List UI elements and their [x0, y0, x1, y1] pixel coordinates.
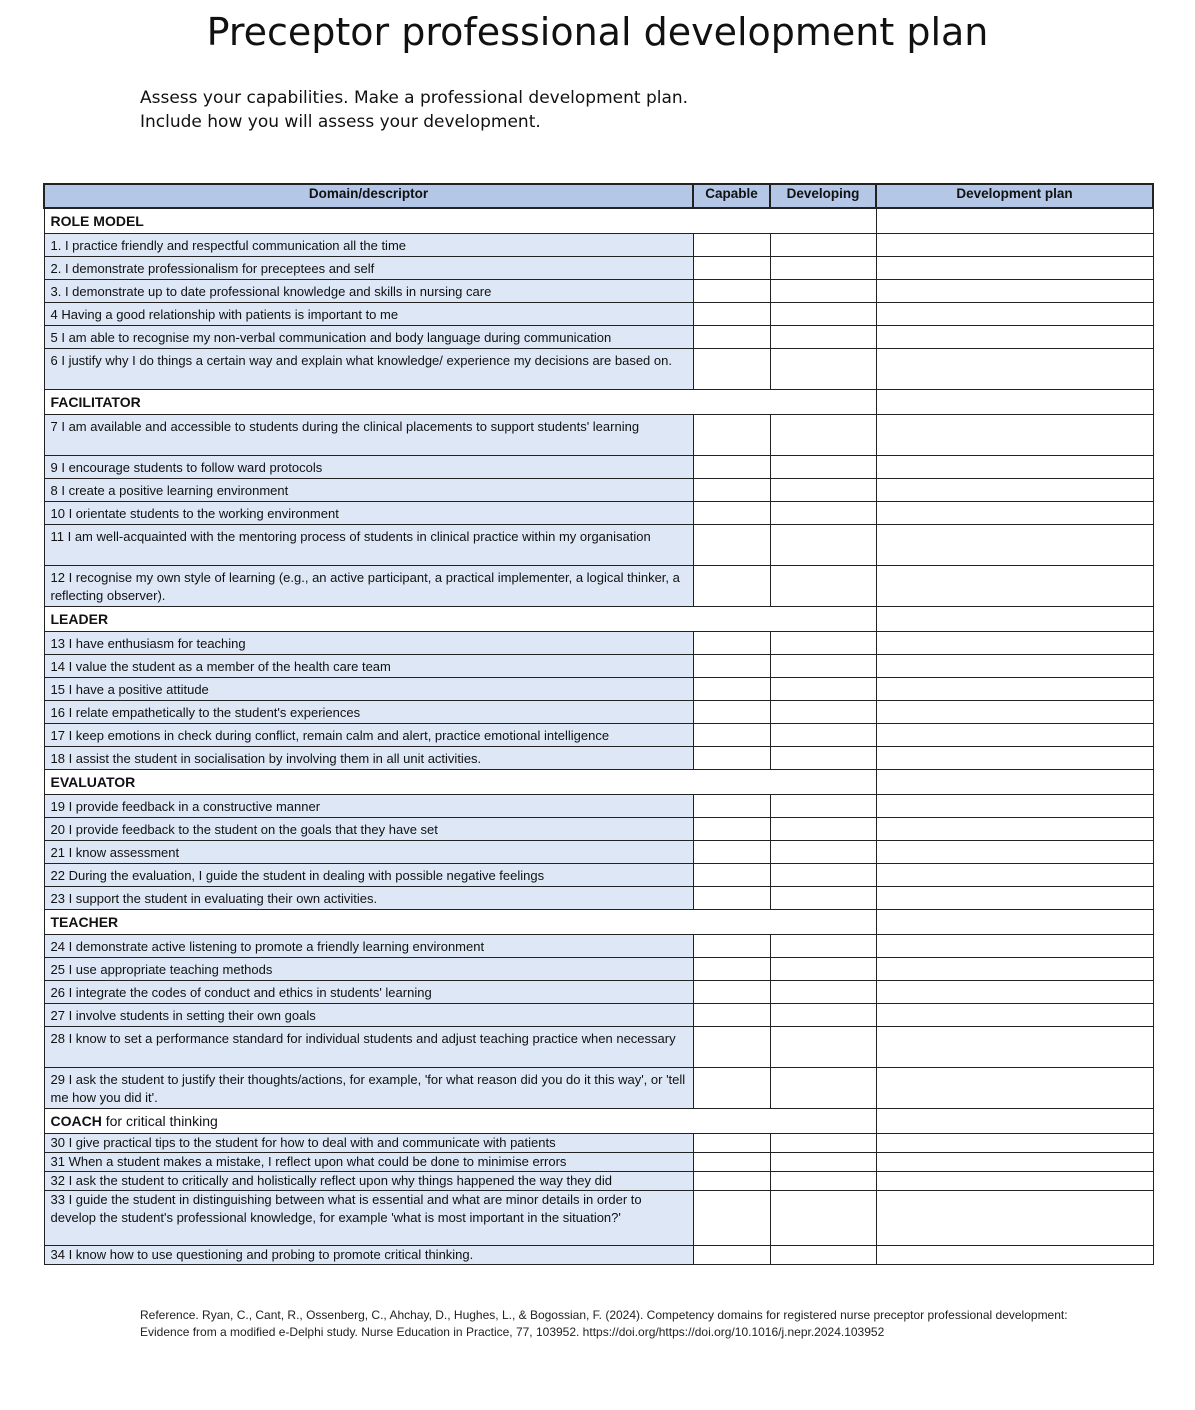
developing-cell[interactable] [770, 502, 876, 525]
section-row [44, 910, 1153, 935]
developing-cell[interactable] [770, 747, 876, 770]
header-capable: Capable [693, 184, 770, 208]
capable-cell[interactable] [693, 655, 770, 678]
table-row [44, 841, 1153, 864]
developing-cell[interactable] [770, 1246, 876, 1265]
descriptor-cell: 2. I demonstrate professionalism for preceptees and self [44, 257, 693, 280]
section-plan-cell [876, 607, 1153, 632]
development-plan-cell[interactable] [876, 1134, 1153, 1153]
capable-cell[interactable] [693, 415, 770, 456]
capable-cell[interactable] [693, 1027, 770, 1068]
descriptor-cell: 27 I involve students in setting their own goals [44, 1004, 693, 1027]
table-header-row [44, 184, 1153, 208]
section-heading [44, 390, 876, 415]
developing-cell[interactable] [770, 1172, 876, 1191]
descriptor-cell: 15 I have a positive attitude [44, 678, 693, 701]
capable-cell[interactable] [693, 632, 770, 655]
developing-cell[interactable] [770, 1068, 876, 1109]
table-row [44, 566, 1153, 607]
capable-cell[interactable] [693, 841, 770, 864]
capable-cell[interactable] [693, 303, 770, 326]
table-row [44, 415, 1153, 456]
developing-cell[interactable] [770, 935, 876, 958]
table-row [44, 678, 1153, 701]
developing-cell[interactable] [770, 795, 876, 818]
development-plan-cell[interactable] [876, 1246, 1153, 1265]
instructions [140, 86, 688, 134]
development-plan-cell[interactable] [876, 1153, 1153, 1172]
capable-cell[interactable] [693, 795, 770, 818]
table-row [44, 632, 1153, 655]
developing-cell[interactable] [770, 1004, 876, 1027]
table-row [44, 326, 1153, 349]
development-plan-cell[interactable] [876, 655, 1153, 678]
table-row [44, 456, 1153, 479]
table-row [44, 234, 1153, 257]
section-heading [44, 1109, 876, 1134]
descriptor-cell: 31 When a student makes a mistake, I reflect upon what could be done to minimise errors [44, 1153, 693, 1172]
development-plan-cell[interactable] [876, 747, 1153, 770]
capable-cell[interactable] [693, 566, 770, 607]
table-row [44, 1068, 1153, 1109]
instructions-line-1: Assess your capabilities. Make a professional development plan. [140, 88, 689, 108]
table-row [44, 257, 1153, 280]
section-heading [44, 208, 876, 234]
capable-cell[interactable] [693, 724, 770, 747]
section-plan-cell [876, 208, 1153, 234]
capable-cell[interactable] [693, 234, 770, 257]
descriptor-cell: 24 I demonstrate active listening to promote a friendly learning environment [44, 935, 693, 958]
descriptor-cell: 19 I provide feedback in a constructive manner [44, 795, 693, 818]
developing-cell[interactable] [770, 1134, 876, 1153]
descriptor-cell: 30 I give practical tips to the student for how to deal with and communicate with patients [44, 1134, 693, 1153]
section-row [44, 770, 1153, 795]
capable-cell[interactable] [693, 1153, 770, 1172]
development-plan-cell[interactable] [876, 257, 1153, 280]
development-plan-cell[interactable] [876, 864, 1153, 887]
development-plan-cell[interactable] [876, 234, 1153, 257]
table-row [44, 1172, 1153, 1191]
section-row [44, 1109, 1153, 1134]
descriptor-cell: 16 I relate empathetically to the student's experiences [44, 701, 693, 724]
descriptor-cell: 1. I practice friendly and respectful communication all the time [44, 234, 693, 257]
descriptor-cell: 25 I use appropriate teaching methods [44, 958, 693, 981]
developing-cell[interactable] [770, 841, 876, 864]
development-plan-cell[interactable] [876, 818, 1153, 841]
section-plan-cell [876, 1109, 1153, 1134]
development-plan-cell[interactable] [876, 1068, 1153, 1109]
capable-cell[interactable] [693, 678, 770, 701]
table-row [44, 1027, 1153, 1068]
capable-cell[interactable] [693, 818, 770, 841]
developing-cell[interactable] [770, 479, 876, 502]
capable-cell[interactable] [693, 257, 770, 280]
header-domain-descriptor: Domain/descriptor [44, 184, 693, 208]
page-title: Preceptor professional development plan [206, 10, 989, 54]
section-name: LEADER [50, 611, 109, 627]
capable-cell[interactable] [693, 1134, 770, 1153]
development-plan-cell[interactable] [876, 795, 1153, 818]
table-row [44, 303, 1153, 326]
developing-cell[interactable] [770, 632, 876, 655]
section-heading [44, 910, 876, 935]
developing-cell[interactable] [770, 958, 876, 981]
capable-cell[interactable] [693, 747, 770, 770]
capable-cell[interactable] [693, 1004, 770, 1027]
descriptor-cell: 6 I justify why I do things a certain way and explain what knowledge/ experience my decisions are based on. [44, 349, 693, 390]
descriptor-cell: 34 I know how to use questioning and probing to promote critical thinking. [44, 1246, 693, 1265]
developing-cell[interactable] [770, 525, 876, 566]
developing-cell[interactable] [770, 566, 876, 607]
table-row [44, 502, 1153, 525]
developing-cell[interactable] [770, 887, 876, 910]
development-plan-table [43, 183, 1154, 1265]
developing-cell[interactable] [770, 724, 876, 747]
descriptor-cell: 18 I assist the student in socialisation by involving them in all unit activities. [44, 747, 693, 770]
section-name: FACILITATOR [50, 394, 141, 410]
table-row [44, 981, 1153, 1004]
developing-cell[interactable] [770, 655, 876, 678]
capable-cell[interactable] [693, 349, 770, 390]
descriptor-cell: 14 I value the student as a member of the health care team [44, 655, 693, 678]
capable-cell[interactable] [693, 958, 770, 981]
table-row [44, 1134, 1153, 1153]
developing-cell[interactable] [770, 981, 876, 1004]
header-developing: Developing [770, 184, 876, 208]
developing-cell[interactable] [770, 303, 876, 326]
development-plan-cell[interactable] [876, 981, 1153, 1004]
section-heading [44, 770, 876, 795]
descriptor-cell: 11 I am well-acquainted with the mentoring process of students in clinical practice within my organisation [44, 525, 693, 566]
table-row [44, 724, 1153, 747]
descriptor-cell: 5 I am able to recognise my non-verbal communication and body language during communication [44, 326, 693, 349]
capable-cell[interactable] [693, 326, 770, 349]
section-name: ROLE MODEL [50, 213, 144, 229]
descriptor-cell: 32 I ask the student to critically and holistically reflect upon why things happened the way they did [44, 1172, 693, 1191]
reference-citation: Reference. Ryan, C., Cant, R., Ossenberg, C., Ahchay, D., Hughes, L., & Bogossian, F. (2024). Competency domains for registered nurse preceptor professional development: Evidence from a modified e-Delphi study. Nurse Education in Practice, 77, 103952. https://doi.org/https://doi.org/10.1016/j.nepr.2024.103952 [140, 1308, 1068, 1339]
table-body [44, 208, 1153, 1265]
developing-cell[interactable] [770, 1027, 876, 1068]
development-plan-cell[interactable] [876, 632, 1153, 655]
developing-cell[interactable] [770, 1153, 876, 1172]
developing-cell[interactable] [770, 678, 876, 701]
descriptor-cell: 26 I integrate the codes of conduct and ethics in students' learning [44, 981, 693, 1004]
descriptor-cell: 9 I encourage students to follow ward protocols [44, 456, 693, 479]
developing-cell[interactable] [770, 701, 876, 724]
table-row [44, 525, 1153, 566]
descriptor-cell: 17 I keep emotions in check during conflict, remain calm and alert, practice emotional intelligence [44, 724, 693, 747]
descriptor-cell: 13 I have enthusiasm for teaching [44, 632, 693, 655]
descriptor-cell: 7 I am available and accessible to students during the clinical placements to support students' learning [44, 415, 693, 456]
development-plan-cell[interactable] [876, 935, 1153, 958]
table-row [44, 795, 1153, 818]
capable-cell[interactable] [693, 701, 770, 724]
table-row [44, 655, 1153, 678]
section-name: EVALUATOR [50, 774, 136, 790]
capable-cell[interactable] [693, 1172, 770, 1191]
development-plan-cell[interactable] [876, 479, 1153, 502]
table-row [44, 280, 1153, 303]
development-plan-cell[interactable] [876, 1004, 1153, 1027]
development-plan-cell[interactable] [876, 415, 1153, 456]
section-suffix: for critical thinking [101, 1113, 218, 1129]
developing-cell[interactable] [770, 415, 876, 456]
capable-cell[interactable] [693, 280, 770, 303]
development-plan-cell[interactable] [876, 841, 1153, 864]
developing-cell[interactable] [770, 864, 876, 887]
descriptor-cell: 12 I recognise my own style of learning (e.g., an active participant, a practical implementer, a logical thinker, a reflecting observer). [44, 566, 693, 607]
development-plan-cell[interactable] [876, 502, 1153, 525]
instructions-line-2: Include how you will assess your development. [140, 112, 541, 132]
development-plan-cell[interactable] [876, 678, 1153, 701]
capable-cell[interactable] [693, 935, 770, 958]
capable-cell[interactable] [693, 479, 770, 502]
descriptor-cell: 23 I support the student in evaluating their own activities. [44, 887, 693, 910]
section-plan-cell [876, 390, 1153, 415]
descriptor-cell: 10 I orientate students to the working environment [44, 502, 693, 525]
development-plan-cell[interactable] [876, 724, 1153, 747]
developing-cell[interactable] [770, 1191, 876, 1246]
developing-cell[interactable] [770, 349, 876, 390]
capable-cell[interactable] [693, 525, 770, 566]
table-row [44, 958, 1153, 981]
capable-cell[interactable] [693, 1246, 770, 1265]
table-row [44, 935, 1153, 958]
descriptor-cell: 8 I create a positive learning environment [44, 479, 693, 502]
developing-cell[interactable] [770, 818, 876, 841]
capable-cell[interactable] [693, 1068, 770, 1109]
development-plan-cell[interactable] [876, 525, 1153, 566]
table-row [44, 887, 1153, 910]
development-plan-cell[interactable] [876, 1027, 1153, 1068]
descriptor-cell: 22 During the evaluation, I guide the student in dealing with possible negative feelings [44, 864, 693, 887]
development-plan-cell[interactable] [876, 958, 1153, 981]
developing-cell[interactable] [770, 234, 876, 257]
development-plan-cell[interactable] [876, 456, 1153, 479]
capable-cell[interactable] [693, 887, 770, 910]
descriptor-cell: 4 Having a good relationship with patients is important to me [44, 303, 693, 326]
section-plan-cell [876, 910, 1153, 935]
header-development-plan: Development plan [876, 184, 1153, 208]
section-row [44, 208, 1153, 234]
development-plan-cell[interactable] [876, 566, 1153, 607]
development-plan-cell[interactable] [876, 887, 1153, 910]
development-plan-cell[interactable] [876, 280, 1153, 303]
descriptor-cell: 20 I provide feedback to the student on the goals that they have set [44, 818, 693, 841]
table-row [44, 1153, 1153, 1172]
table-row [44, 747, 1153, 770]
development-plan-cell[interactable] [876, 1191, 1153, 1246]
capable-cell[interactable] [693, 981, 770, 1004]
descriptor-cell: 21 I know assessment [44, 841, 693, 864]
table-row [44, 1191, 1153, 1246]
developing-cell[interactable] [770, 456, 876, 479]
table-row [44, 818, 1153, 841]
section-name: COACH [50, 1113, 102, 1129]
table-row [44, 349, 1153, 390]
development-plan-cell[interactable] [876, 349, 1153, 390]
development-plan-cell[interactable] [876, 701, 1153, 724]
section-name: TEACHER [50, 914, 119, 930]
developing-cell[interactable] [770, 326, 876, 349]
descriptor-cell: 33 I guide the student in distinguishing between what is essential and what are minor details in order to develop the student's professional knowledge, for example 'what is most important in the situation?' [44, 1191, 693, 1246]
capable-cell[interactable] [693, 864, 770, 887]
descriptor-cell: 3. I demonstrate up to date professional knowledge and skills in nursing care [44, 280, 693, 303]
descriptor-cell: 29 I ask the student to justify their thoughts/actions, for example, 'for what reason did you do it this way', or 'tell me how you did it'. [44, 1068, 693, 1109]
section-plan-cell [876, 770, 1153, 795]
capable-cell[interactable] [693, 1191, 770, 1246]
table-row [44, 1246, 1153, 1265]
section-row [44, 607, 1153, 632]
section-heading [44, 607, 876, 632]
developing-cell[interactable] [770, 257, 876, 280]
developing-cell[interactable] [770, 280, 876, 303]
development-plan-cell[interactable] [876, 1172, 1153, 1191]
table-row [44, 479, 1153, 502]
section-row [44, 390, 1153, 415]
development-plan-cell[interactable] [876, 303, 1153, 326]
table-row [44, 1004, 1153, 1027]
capable-cell[interactable] [693, 502, 770, 525]
development-plan-cell[interactable] [876, 326, 1153, 349]
table-row [44, 701, 1153, 724]
descriptor-cell: 28 I know to set a performance standard for individual students and adjust teaching practice when necessary [44, 1027, 693, 1068]
table-row [44, 864, 1153, 887]
capable-cell[interactable] [693, 456, 770, 479]
